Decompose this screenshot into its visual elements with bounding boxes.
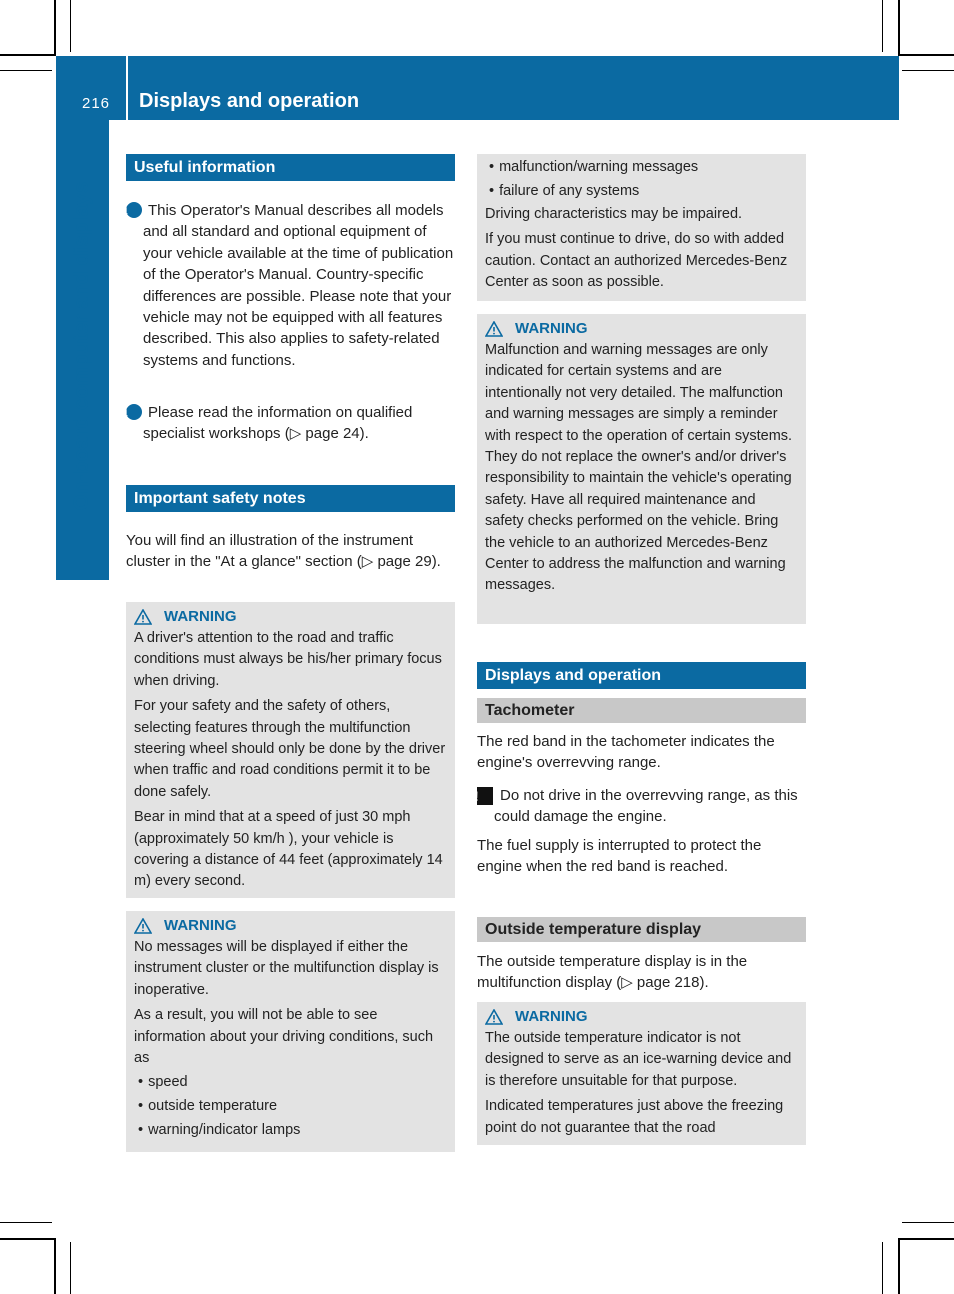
page-number: 216 [82,95,111,112]
warning-box [477,314,806,624]
warning-paragraph: The outside temperature indicator is not designed to serve as an ice-warning device and is therefore unsuitable for that purpose. [485,1030,792,1089]
crop-mark [0,54,56,56]
crop-mark [70,0,71,52]
subsection-heading-tachometer: Tachometer [477,698,806,723]
warning-heading [485,318,798,340]
list-item: • failure of any systems [485,179,798,203]
outside-temperature-text: The outside temperature display is in the multifunction display (▷ page 218). [477,953,748,992]
crop-mark [0,70,52,71]
damage-note [474,785,809,828]
tachometer-text: The red band in the tachometer indicates the engine's overrevving range. [477,733,775,772]
crop-mark [54,1238,56,1294]
info-icon: i [126,202,142,218]
warning-box [126,911,455,1152]
warning-title: WARNING [164,917,237,934]
warning-paragraph: If you must continue to drive, do so with added caution. Contact an authorized Mercedes-Benz Center as soon as possible. [485,231,788,291]
list-item: • malfunction/warning messages [485,155,798,179]
info-icon: i [126,404,142,420]
crop-mark [882,1242,883,1294]
warning-box-continued [477,154,806,301]
crop-mark [54,0,56,56]
exclamation-icon: ! [477,787,493,805]
warning-paragraph: A driver's attention to the road and traffic conditions must always be his/her primary focus when driving. [134,630,442,689]
info-note [123,200,458,371]
list-item: • speed [134,1070,447,1094]
info-text: This Operator's Manual describes all models and all standard and optional equipment of your vehicle available at the time of publication of the Operator's Manual. Country-specific differences are possible. Please note that your vehicle may not be equipped with all features described. This also applies to safety-related systems and functions. [143,202,454,369]
side-tab-label: On-board computer and displays [70,181,93,511]
crop-mark [898,54,954,56]
info-note [123,402,458,445]
warning-heading [134,915,447,937]
section-heading-useful-information: Useful information [126,154,455,181]
section-heading-displays-and-operation: Displays and operation [477,662,806,689]
warning-paragraph: Indicated temperatures just above the freezing point do not guarantee that the road [485,1098,784,1136]
crop-mark [898,1238,900,1294]
note-text: Do not drive in the overrevving range, as this could damage the engine. [494,787,798,826]
subsection-heading-outside-temperature: Outside temperature display [477,917,806,942]
list-item: • outside temperature [134,1094,447,1118]
page-title: Displays and operation [139,90,360,112]
warning-paragraph: For your safety and the safety of others, selecting features through the multifunction steering wheel should only be done by the driver when traffic and road conditions permit it to be done safely. [134,698,446,800]
page-header [56,56,899,120]
safety-intro: You will find an illustration of the instrument cluster in the "At a glance" section (▷ page 29). [126,532,441,571]
warning-heading [485,1006,798,1028]
warning-triangle-icon [485,1009,503,1025]
warning-paragraph: Malfunction and warning messages are only indicated for certain systems and are intentionally not very detailed. The malfunction and warning messages are simply a reminder with respect to the operation of certain systems. They do not replace the owner's and/or driver's responsibility to maintain the vehicle's operating safety. Have all required maintenance and safety checks performed on the vehicle. Bring the vehicle to an authorized Mercedes-Benz Center to address the malfunction and warning messages. [485,342,793,594]
warning-paragraph: As a result, you will not be able to see information about your driving conditions, such as [134,1007,434,1067]
crop-mark [882,0,883,52]
warning-box [477,1002,806,1145]
warning-triangle-icon [134,609,152,625]
crop-mark [902,1222,954,1223]
warning-paragraph: Bear in mind that at a speed of just 30 mph (approximately 50 km/h ), your vehicle is covering a distance of 44 feet (approximately 14 m) every second. [134,809,443,890]
warning-title: WARNING [515,320,588,337]
section-heading-important-safety-notes: Important safety notes [126,485,455,512]
header-divider [126,56,128,120]
crop-mark [898,0,900,56]
warning-title: WARNING [164,608,237,625]
list-item: • warning/indicator lamps [134,1118,447,1142]
warning-title: WARNING [515,1008,588,1025]
crop-mark [898,1238,954,1240]
warning-paragraph: Driving characteristics may be impaired. [485,206,743,222]
warning-paragraph: No messages will be displayed if either the instrument cluster or the multifunction display is inoperative. [134,939,439,998]
crop-mark [0,1238,56,1240]
warning-triangle-icon [485,321,503,337]
fuel-supply-text: The fuel supply is interrupted to protect the engine when the red band is reached. [477,837,762,876]
crop-mark [0,1222,52,1223]
info-text: Please read the information on qualified specialist workshops (▷ page 24). [143,404,413,443]
warning-triangle-icon [134,918,152,934]
warning-heading [134,606,447,628]
crop-mark [902,70,954,71]
warning-box [126,602,455,898]
crop-mark [70,1242,71,1294]
